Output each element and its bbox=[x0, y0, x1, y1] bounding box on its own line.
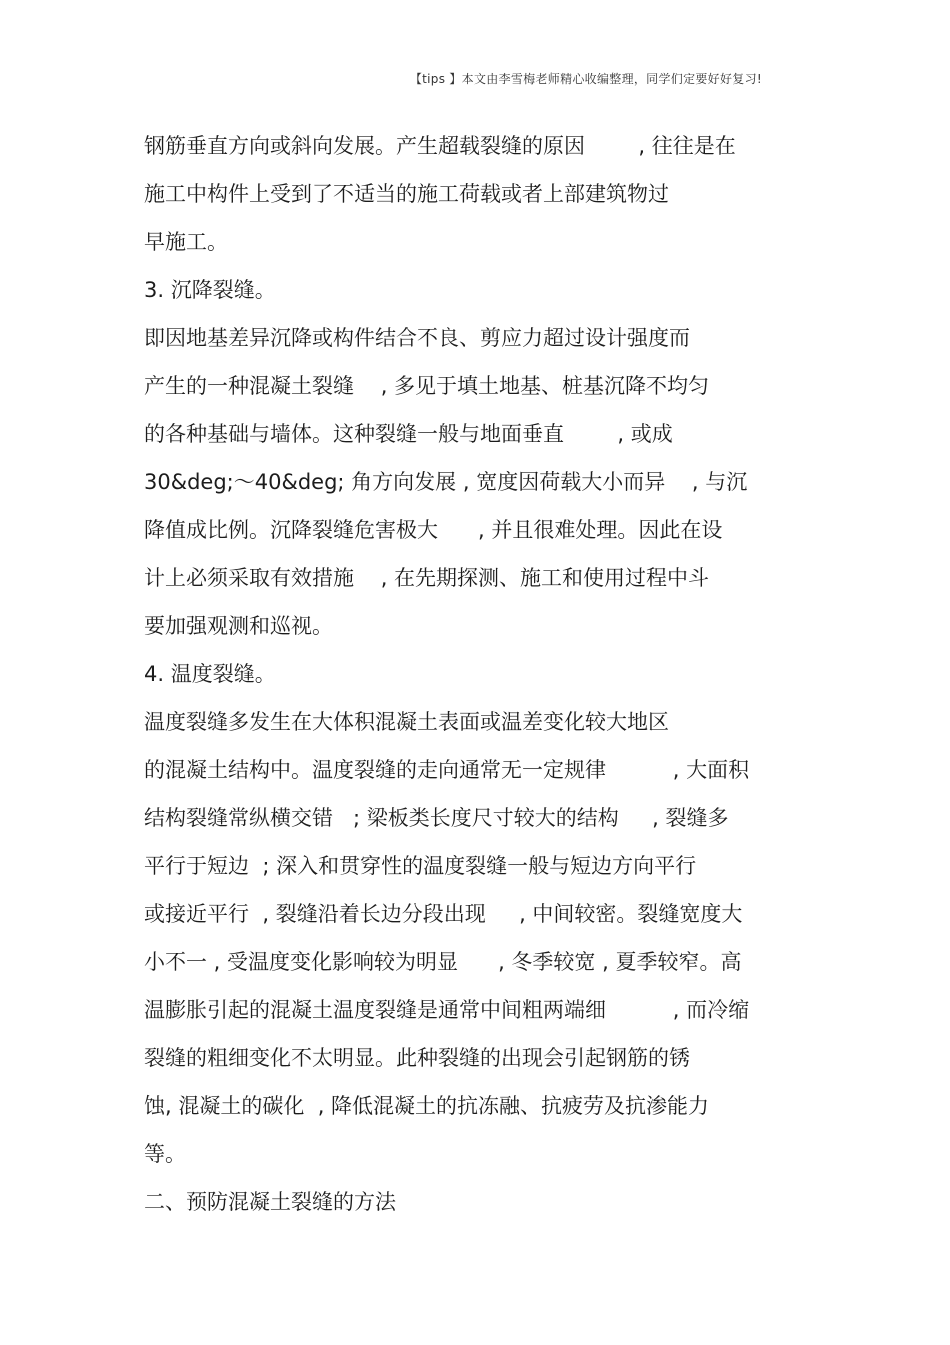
text-line: 30&deg;～40&deg; 角方向发展 , 宽度因荷载大小而异 , 与沉 bbox=[144, 470, 748, 494]
text-line: 蚀, 混凝土的碳化 , 降低混凝土的抗冻融、抗疲劳及抗渗能力 bbox=[144, 1094, 710, 1118]
text-line: 施工中构件上受到了不适当的施工荷载或者上部建筑物过 bbox=[144, 182, 669, 206]
section-heading-settlement-cracks: 3. 沉降裂缝。 bbox=[144, 278, 276, 302]
section-heading-temperature-cracks: 4. 温度裂缝。 bbox=[144, 662, 276, 686]
text-line: 早施工。 bbox=[144, 230, 228, 254]
text-line: 结构裂缝常纵横交错 ; 梁板类长度尺寸较大的结构 , 裂缝多 bbox=[144, 806, 729, 830]
text-line: 或接近平行 , 裂缝沿着长边分段出现 , 中间较密。裂缝宽度大 bbox=[144, 902, 743, 926]
text-line: 温膨胀引起的混凝土温度裂缝是通常中间粗两端细 , 而冷缩 bbox=[144, 998, 750, 1022]
text-line: 要加强观测和巡视。 bbox=[144, 614, 333, 638]
text-line: 的混凝土结构中。温度裂缝的走向通常无一定规律 , 大面积 bbox=[144, 758, 750, 782]
text-line: 即因地基差异沉降或构件结合不良、剪应力超过设计强度而 bbox=[144, 326, 690, 350]
text-line: 降值成比例。沉降裂缝危害极大 , 并且很难处理。因此在设 bbox=[144, 518, 723, 542]
text-line: 温度裂缝多发生在大体积混凝土表面或温差变化较大地区 bbox=[144, 710, 669, 734]
text-line: 计上必须采取有效措施 , 在先期探测、施工和使用过程中斗 bbox=[144, 566, 710, 590]
text-line: 等。 bbox=[144, 1142, 186, 1166]
text-line: 小不一 , 受温度变化影响较为明显 , 冬季较宽 , 夏季较窄。高 bbox=[144, 950, 742, 974]
text-line: 平行于短边 ; 深入和贯穿性的温度裂缝一般与短边方向平行 bbox=[144, 854, 697, 878]
text-line: 产生的一种混凝土裂缝 , 多见于填土地基、桩基沉降不均匀 bbox=[144, 374, 710, 398]
text-line: 的各种基础与墙体。这种裂缝一般与地面垂直 , 或成 bbox=[144, 422, 673, 446]
section-heading-prevention-methods: 二、预防混凝土裂缝的方法 bbox=[144, 1190, 396, 1214]
document-body bbox=[144, 126, 804, 1230]
header-tip: 【tips 】本文由李雪梅老师精心收编整理，同学们定要好好复习! bbox=[409, 72, 762, 86]
text-line: 钢筋垂直方向或斜向发展。产生超载裂缝的原因 , 往往是在 bbox=[144, 134, 736, 158]
text-line: 裂缝的粗细变化不太明显。此种裂缝的出现会引起钢筋的锈 bbox=[144, 1046, 690, 1070]
